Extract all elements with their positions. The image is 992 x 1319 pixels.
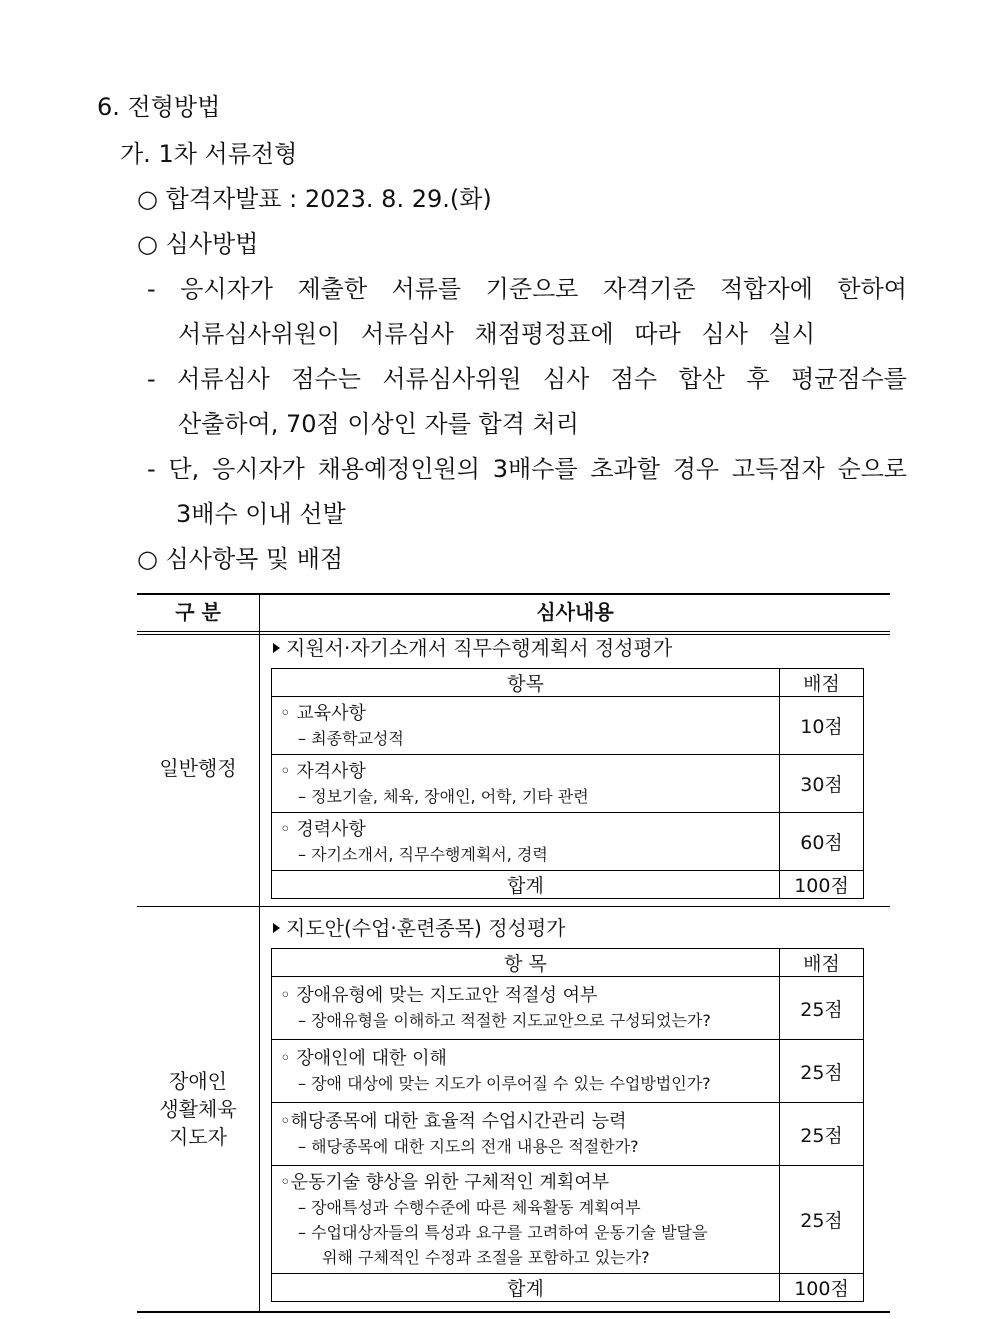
table-row bbox=[272, 871, 864, 899]
table-row bbox=[272, 669, 864, 697]
group-2-subtitle: 지도안(수업·훈련종목) 정성평가 bbox=[273, 915, 565, 941]
group-2-score-table bbox=[271, 948, 864, 1302]
category-general-admin: 일반행정 bbox=[159, 756, 237, 780]
total-score: 100점 bbox=[780, 1274, 864, 1302]
category-line: 생활체육 bbox=[159, 1097, 237, 1121]
table-row bbox=[272, 1274, 864, 1302]
table-row bbox=[272, 1040, 864, 1103]
column-divider bbox=[259, 593, 260, 1313]
method-bullet: ○ 심사방법 bbox=[137, 230, 259, 258]
item-score: 25점 bbox=[780, 977, 864, 1040]
item-detail-continued: 위해 구체적인 수정과 조절을 포함하고 있는가? bbox=[322, 1247, 650, 1267]
dash-item-1-line-2: 서류심사위원이 서류심사 채점평정표에 따라 심사 실시 bbox=[178, 320, 815, 348]
item-score: 25점 bbox=[780, 1103, 864, 1166]
table-row bbox=[272, 1166, 864, 1274]
item-title: ◦운동기술 향상을 위한 구체적인 계획여부 bbox=[280, 1171, 610, 1193]
dash-item-2-line-1: - 서류심사 점수는 서류심사위원 심사 점수 합산 후 평균점수를 bbox=[147, 365, 907, 393]
table-bottom-border bbox=[137, 1311, 890, 1313]
item-detail: – 최종학교성적 bbox=[298, 728, 404, 748]
item-score: 60점 bbox=[780, 813, 864, 871]
group-1-score-table bbox=[271, 668, 864, 899]
item-title: ◦해당종목에 대한 효율적 수업시간관리 능력 bbox=[280, 1111, 627, 1132]
category-line: 장애인 bbox=[169, 1069, 227, 1093]
category-disability-sports-instructor bbox=[137, 1067, 259, 1151]
item-title: ◦ 자격사항 bbox=[280, 760, 366, 782]
header-content: 심사내용 bbox=[536, 600, 614, 624]
total-score: 100점 bbox=[780, 871, 864, 899]
dash-item-1-line-1: - 응시자가 제출한 서류를 기준으로 자격기준 적합자에 한하여 bbox=[147, 275, 907, 303]
item-detail: – 자기소개서, 직무수행계획서, 경력 bbox=[298, 844, 548, 864]
group-1-subtitle: 지원서·자기소개서 직무수행계획서 정성평가 bbox=[273, 635, 672, 661]
item-detail: – 해당종목에 대한 지도의 전개 내용은 적절한가? bbox=[298, 1137, 639, 1156]
header-category: 구 분 bbox=[175, 600, 221, 624]
item-score: 25점 bbox=[780, 1040, 864, 1103]
subsection-title: 가. 1차 서류전형 bbox=[120, 140, 298, 168]
item-detail: – 수업대상자들의 특성과 요구를 고려하여 운동기술 발달을 bbox=[298, 1222, 708, 1242]
col-item-header: 항목 bbox=[272, 669, 780, 697]
category-line: 지도자 bbox=[169, 1125, 227, 1149]
table-row bbox=[272, 697, 864, 755]
evaluation-table bbox=[137, 593, 890, 1313]
table-row bbox=[272, 977, 864, 1040]
triangle-bullet-icon bbox=[273, 923, 280, 933]
item-score: 10점 bbox=[780, 697, 864, 755]
dash-item-2-line-2: 산출하여, 70점 이상인 자를 합격 처리 bbox=[178, 410, 579, 438]
item-detail: – 장애유형을 이해하고 적절한 지도교안으로 구성되었는가? bbox=[298, 1011, 711, 1030]
total-label: 합계 bbox=[272, 1274, 780, 1302]
table-row bbox=[272, 1103, 864, 1166]
dash-item-3-line-1: - 단, 응시자가 채용예정인원의 3배수를 초과할 경우 고득점자 순으로 bbox=[147, 455, 907, 483]
items-bullet: ○ 심사항목 및 배점 bbox=[137, 545, 344, 573]
item-score: 30점 bbox=[780, 755, 864, 813]
group-separator bbox=[137, 906, 890, 907]
item-title: ◦ 장애유형에 맞는 지도교안 적절성 여부 bbox=[280, 985, 598, 1006]
col-score-header: 배점 bbox=[780, 949, 864, 977]
total-label: 합계 bbox=[272, 871, 780, 899]
item-score: 25점 bbox=[780, 1166, 864, 1274]
item-title: ◦ 경력사항 bbox=[280, 818, 366, 840]
table-row bbox=[272, 755, 864, 813]
item-detail: – 장애 대상에 맞는 지도가 이루어질 수 있는 수업방법인가? bbox=[298, 1074, 711, 1093]
triangle-bullet-icon bbox=[273, 643, 280, 653]
item-detail: – 장애특성과 수행수준에 따른 체육활동 계획여부 bbox=[298, 1197, 641, 1217]
table-row bbox=[272, 813, 864, 871]
col-score-header: 배점 bbox=[780, 669, 864, 697]
announcement-bullet: ○ 합격자발표 : 2023. 8. 29.(화) bbox=[137, 185, 492, 213]
item-detail: – 정보기술, 체육, 장애인, 어학, 기타 관련 bbox=[298, 786, 589, 806]
section-title: 6. 전형방법 bbox=[97, 93, 221, 121]
table-row bbox=[272, 949, 864, 977]
item-title: ◦ 장애인에 대한 이해 bbox=[280, 1048, 447, 1069]
col-item-header: 항 목 bbox=[272, 949, 780, 977]
dash-item-3-line-2: 3배수 이내 선발 bbox=[176, 500, 346, 528]
item-title: ◦ 교육사항 bbox=[280, 702, 366, 724]
header-bottom-rule bbox=[137, 631, 890, 632]
